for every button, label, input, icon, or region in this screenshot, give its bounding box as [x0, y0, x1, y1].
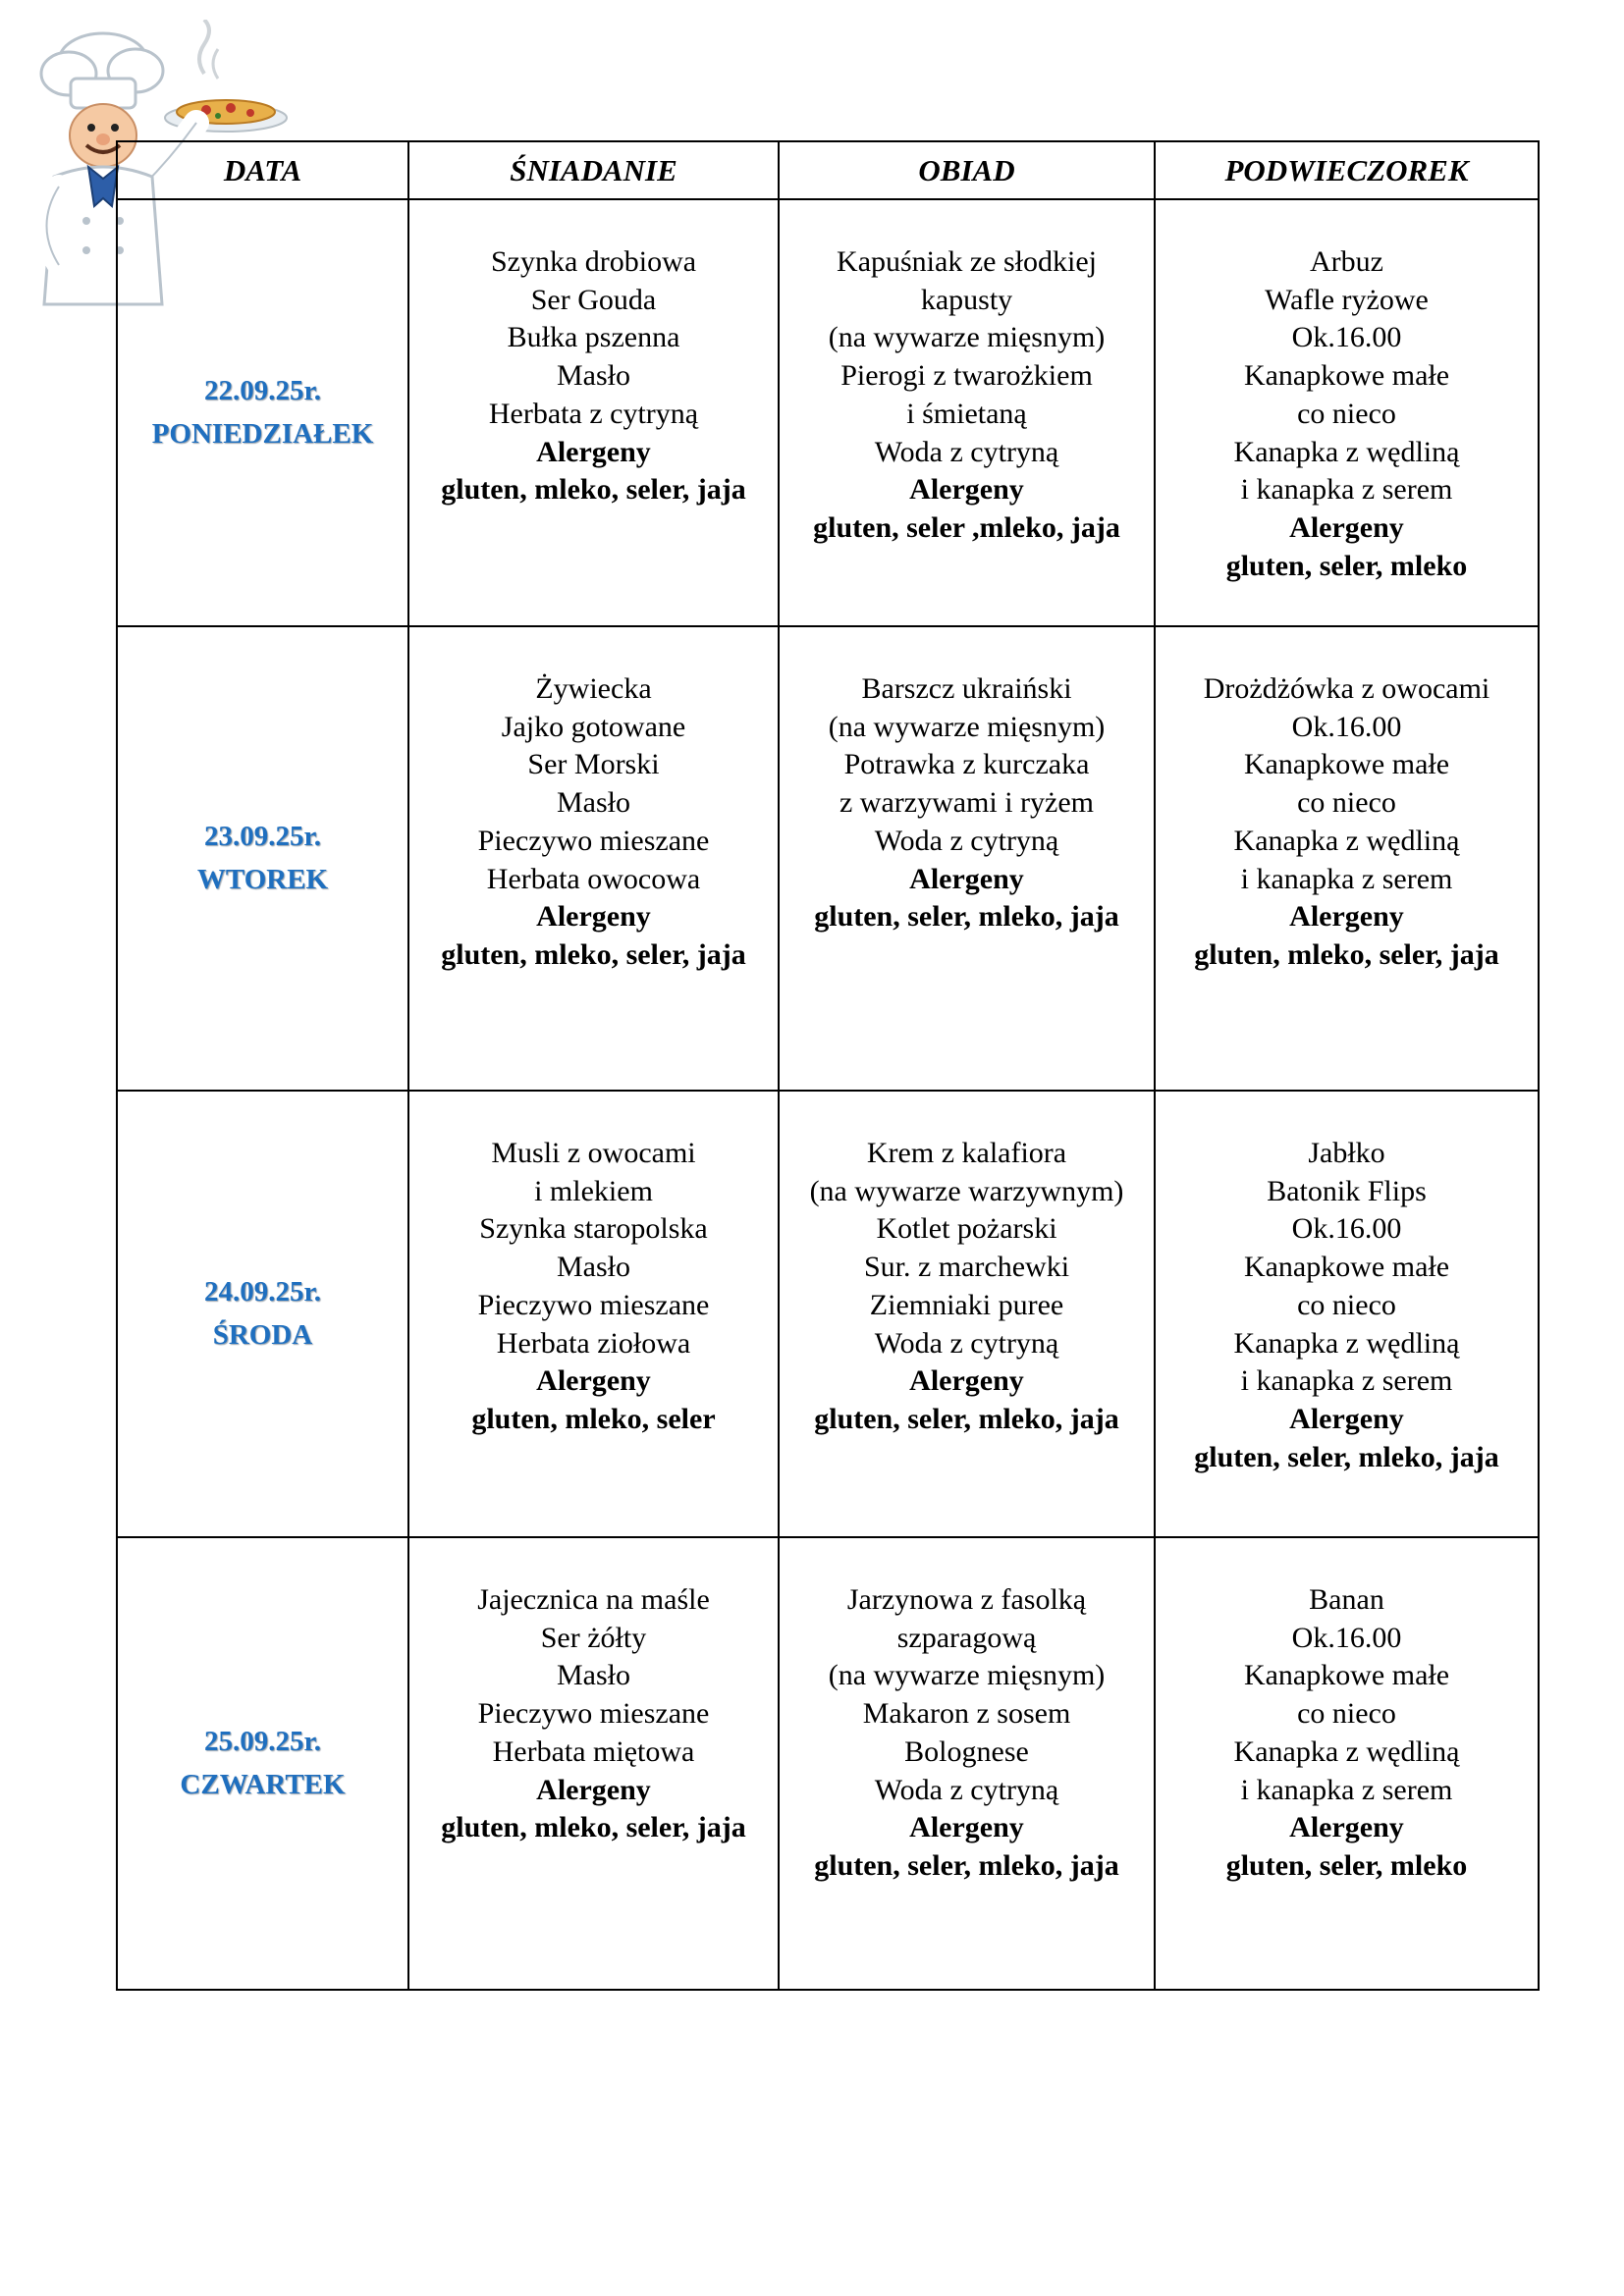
menu-item: co nieco	[1297, 1697, 1396, 1731]
day-name: PONIEDZIAŁEK	[151, 417, 374, 450]
allergen-label: Alergeny	[1289, 510, 1404, 544]
menu-item: co nieco	[1297, 786, 1396, 820]
podwieczorek-cell	[1155, 626, 1539, 1091]
day-row	[117, 199, 1539, 626]
menu-item: szparagową	[896, 1621, 1037, 1654]
allergen-list: gluten, seler, mleko, jaja	[1194, 1440, 1499, 1473]
menu-item: Bułka pszenna	[507, 321, 680, 354]
allergen-list: gluten, seler ,mleko, jaja	[813, 510, 1120, 544]
menu-item: Kanapkowe małe	[1243, 748, 1450, 781]
menu-item: Batonik Flips	[1267, 1174, 1427, 1207]
date-cell	[117, 199, 408, 626]
header-data: DATA	[117, 141, 408, 199]
menu-item: Arbuz	[1310, 245, 1383, 278]
menu-item: Pieczywo mieszane	[477, 1288, 710, 1321]
menu-item: Ser Gouda	[530, 283, 657, 316]
menu-item: Herbata miętowa	[492, 1735, 695, 1768]
header-row	[117, 141, 1539, 199]
menu-table	[116, 140, 1540, 1991]
menu-item: (na wywarze warzywnym)	[809, 1174, 1124, 1207]
day-row	[117, 626, 1539, 1091]
menu-item: Szynka staropolska	[479, 1212, 708, 1246]
menu-item: Ok.16.00	[1291, 1212, 1402, 1246]
menu-item: Sur. z marchewki	[863, 1251, 1070, 1284]
allergen-label: Alergeny	[536, 435, 651, 468]
menu-item: Ok.16.00	[1291, 1621, 1402, 1654]
obiad-cell	[779, 1091, 1155, 1537]
allergen-label: Alergeny	[909, 862, 1024, 895]
menu-item: Żywiecka	[535, 672, 652, 705]
allergen-list: gluten, mleko, seler	[471, 1402, 716, 1435]
menu-item: Szynka drobiowa	[490, 245, 697, 278]
allergen-label: Alergeny	[1289, 1402, 1404, 1435]
menu-item: Potrawka z kurczaka	[843, 748, 1090, 781]
menu-item: Kanapka z wędliną	[1233, 1735, 1460, 1768]
header-podwieczorek: PODWIECZOREK	[1155, 141, 1539, 199]
menu-item: Masło	[557, 359, 630, 393]
day-name: ŚRODA	[212, 1318, 313, 1351]
menu-item: Krem z kalafiora	[866, 1137, 1067, 1169]
podwieczorek-cell	[1155, 1537, 1539, 1990]
menu-item: Woda z cytryną	[874, 435, 1059, 468]
date-text: 25.09.25r.	[204, 1726, 321, 1757]
menu-item: Jajecznica na maśle	[477, 1583, 710, 1616]
allergen-list: gluten, seler, mleko, jaja	[814, 900, 1119, 934]
menu-item: co nieco	[1297, 397, 1396, 430]
menu-item: Ok.16.00	[1291, 321, 1402, 354]
date-cell	[117, 1537, 408, 1990]
sniadanie-cell	[408, 1091, 779, 1537]
menu-item: Ser Morski	[527, 748, 660, 781]
menu-item: Jarzynowa z fasolką	[846, 1583, 1087, 1616]
allergen-label: Alergeny	[909, 1364, 1024, 1398]
day-row	[117, 1537, 1539, 1990]
date-cell	[117, 626, 408, 1091]
menu-item: Woda z cytryną	[874, 1773, 1059, 1806]
menu-item: co nieco	[1297, 1288, 1396, 1321]
menu-item: Ziemniaki puree	[869, 1288, 1064, 1321]
day-name: WTOREK	[196, 863, 329, 895]
menu-item: (na wywarze mięsnym)	[828, 1659, 1106, 1692]
menu-item: Masło	[557, 1251, 630, 1284]
menu-item: Kotlet pożarski	[876, 1212, 1057, 1246]
menu-item: i kanapka z serem	[1240, 1364, 1453, 1398]
menu-item: Bolognese	[904, 1735, 1029, 1768]
menu-item: i mlekiem	[534, 1174, 653, 1207]
menu-item: Woda z cytryną	[874, 824, 1059, 857]
menu-item: Barszcz ukraiński	[861, 672, 1072, 705]
menu-item: Drożdżówka z owocami	[1203, 672, 1490, 705]
menu-item: Herbata z cytryną	[488, 397, 699, 430]
sniadanie-cell	[408, 199, 779, 626]
obiad-cell	[779, 626, 1155, 1091]
menu-item: Woda z cytryną	[874, 1326, 1059, 1360]
menu-item: Herbata ziołowa	[496, 1326, 691, 1360]
date-text: 23.09.25r.	[204, 821, 321, 852]
allergen-list: gluten, seler, mleko, jaja	[814, 1402, 1119, 1435]
menu-item: Herbata owocowa	[486, 862, 701, 895]
day-name: CZWARTEK	[180, 1768, 346, 1800]
menu-item: Pieczywo mieszane	[477, 1697, 710, 1731]
allergen-list: gluten, mleko, seler, jaja	[1194, 937, 1499, 971]
menu-item: Pieczywo mieszane	[477, 824, 710, 857]
menu-item: Kanapkowe małe	[1243, 359, 1450, 393]
menu-item: Jabłko	[1308, 1137, 1385, 1169]
allergen-label: Alergeny	[536, 900, 651, 934]
menu-item: Makaron z sosem	[862, 1697, 1071, 1731]
menu-item: Banan	[1309, 1583, 1384, 1616]
menu-item: (na wywarze mięsnym)	[828, 710, 1106, 743]
menu-item: Masło	[557, 786, 630, 820]
allergen-label: Alergeny	[536, 1364, 651, 1398]
menu-item: (na wywarze mięsnym)	[828, 321, 1106, 354]
menu-item: i kanapka z serem	[1240, 473, 1453, 507]
menu-item: Kanapkowe małe	[1243, 1659, 1450, 1692]
menu-item: kapusty	[920, 283, 1013, 316]
header-obiad: OBIAD	[779, 141, 1155, 199]
obiad-cell	[779, 1537, 1155, 1990]
podwieczorek-cell	[1155, 199, 1539, 626]
menu-item: Musli z owocami	[491, 1137, 696, 1169]
menu-item: Kanapka z wędliną	[1233, 824, 1460, 857]
menu-item: Wafle ryżowe	[1265, 283, 1429, 316]
allergen-label: Alergeny	[909, 473, 1024, 507]
allergen-list: gluten, mleko, seler, jaja	[441, 937, 746, 971]
day-row	[117, 1091, 1539, 1537]
allergen-list: gluten, mleko, seler, jaja	[441, 1811, 746, 1844]
menu-item: Kanapka z wędliną	[1233, 435, 1460, 468]
menu-item: Kanapka z wędliną	[1233, 1326, 1460, 1360]
menu-item: Ok.16.00	[1291, 710, 1402, 743]
menu-item: Pierogi z twarożkiem	[840, 359, 1093, 393]
allergen-list: gluten, seler, mleko	[1225, 1848, 1468, 1882]
allergen-label: Alergeny	[536, 1773, 651, 1806]
allergen-list: gluten, seler, mleko	[1225, 549, 1468, 582]
date-text: 24.09.25r.	[204, 1276, 321, 1308]
date-cell	[117, 1091, 408, 1537]
allergen-list: gluten, seler, mleko, jaja	[814, 1848, 1119, 1882]
allergen-list: gluten, mleko, seler, jaja	[441, 473, 746, 507]
allergen-label: Alergeny	[909, 1811, 1024, 1844]
allergen-label: Alergeny	[1289, 1811, 1404, 1844]
allergen-label: Alergeny	[1289, 900, 1404, 934]
menu-item: i śmietaną	[906, 397, 1027, 430]
sniadanie-cell	[408, 626, 779, 1091]
sniadanie-cell	[408, 1537, 779, 1990]
menu-item: i kanapka z serem	[1240, 1773, 1453, 1806]
menu-item: Masło	[557, 1659, 630, 1692]
menu-item: Kapuśniak ze słodkiej	[837, 245, 1097, 278]
obiad-cell	[779, 199, 1155, 626]
header-sniadanie: ŚNIADANIE	[408, 141, 779, 199]
menu-item: Kanapkowe małe	[1243, 1251, 1450, 1284]
menu-item: Ser żółty	[540, 1621, 647, 1654]
date-text: 22.09.25r.	[204, 375, 321, 406]
menu-item: i kanapka z serem	[1240, 862, 1453, 895]
podwieczorek-cell	[1155, 1091, 1539, 1537]
menu-item: Jajko gotowane	[501, 710, 686, 743]
menu-item: z warzywami i ryżem	[839, 786, 1095, 820]
